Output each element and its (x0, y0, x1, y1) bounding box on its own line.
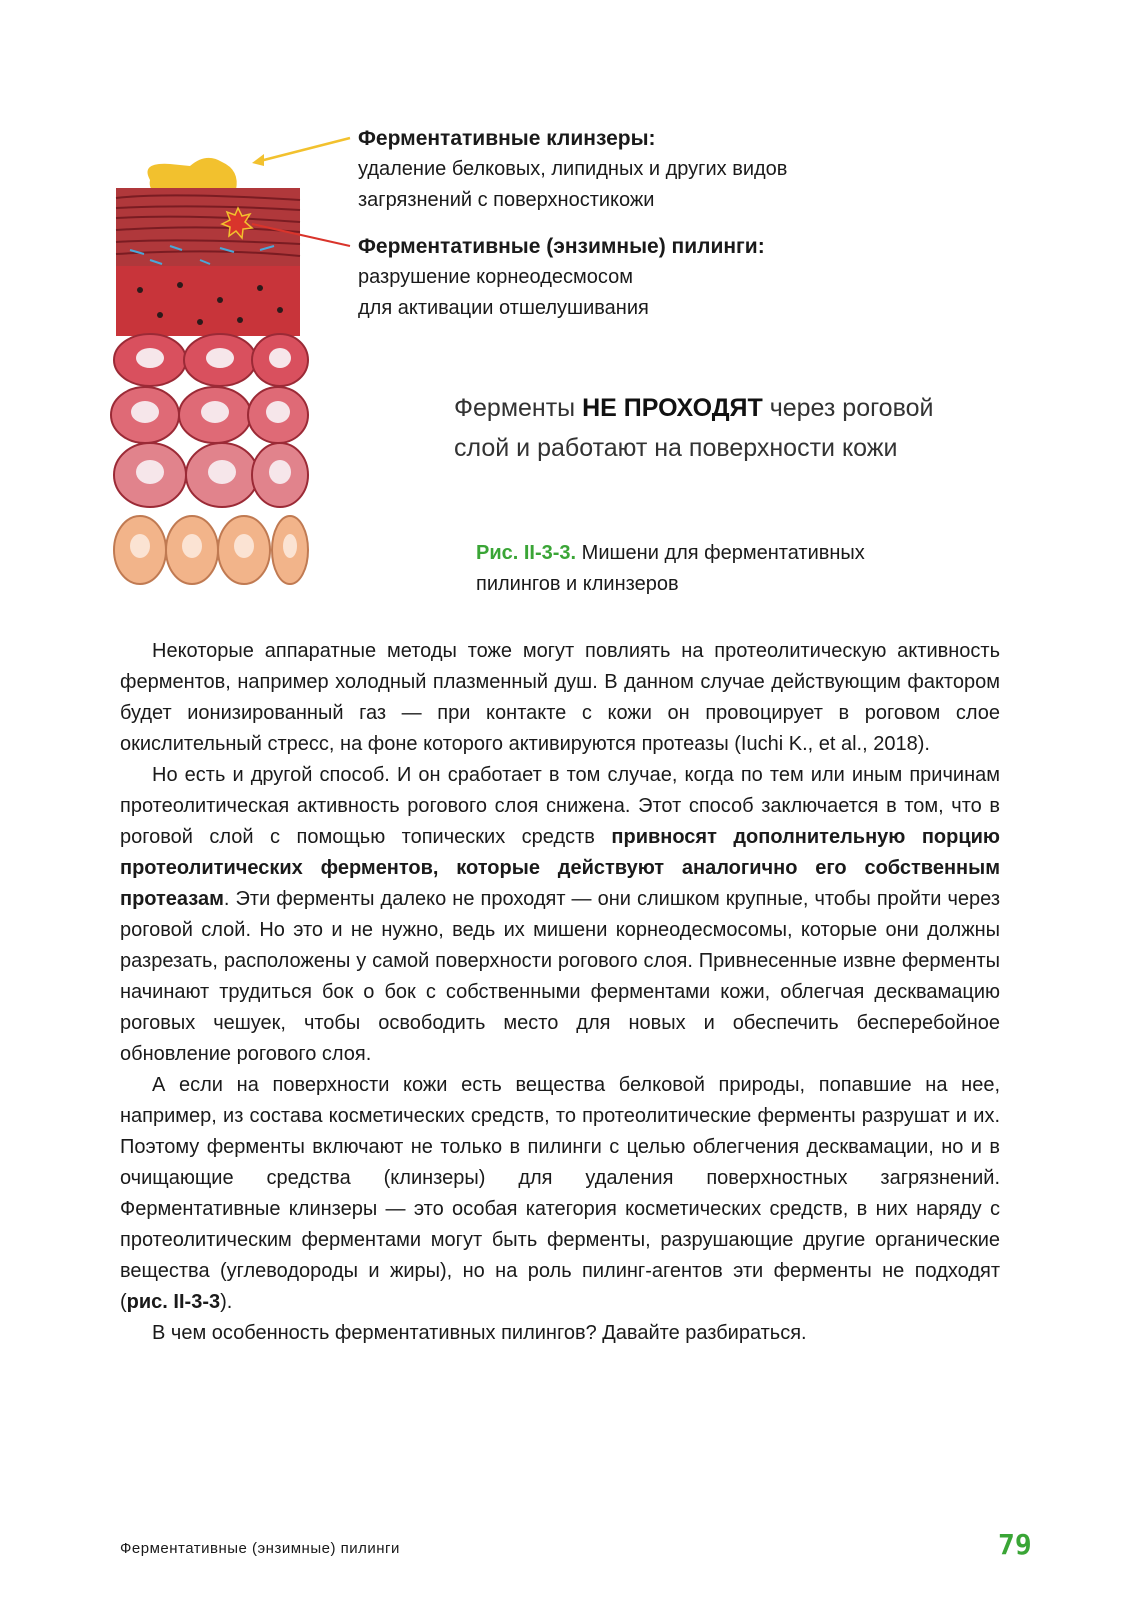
skin-layers-illustration (110, 150, 310, 600)
paragraph-3 (120, 1070, 1000, 1318)
paragraph-2-emphasis: привносят дополнительную порцию протеолитических ферментов, которые действуют аналогично его собственным протеазам (120, 826, 1001, 910)
cleanser-callout (358, 124, 918, 216)
paragraph-2 (120, 760, 1000, 1070)
granular-layer (116, 266, 300, 336)
cleanser-callout-line-1: удаление белковых, липидных и других видов (358, 158, 788, 180)
statement-emphasis: НЕ ПРОХОДЯТ (582, 394, 763, 422)
peeling-callout-line-2: для активации отшелушивания (358, 297, 649, 319)
paragraph-4: В чем особенность ферментативных пилингов? Давайте разбираться. (152, 1322, 807, 1344)
paragraph-2-text-a: Но есть и другой способ. И он сработает в том случае, когда по тем или иным причинам протеолитическая активность рогового слоя снижена. Этот способ заключается в том, что в роговой слой с помощью топических средств (120, 764, 1000, 848)
figure-caption (476, 538, 996, 600)
paragraph-3-text-a: А если на поверхности кожи есть вещества белковой природы, попавшие на нее, например, из состава косметических средств, то протеолитические ферменты разрушат и их. Поэтому ферменты включают не только в пилинги с целью облегчения десквамации, но и в очищающие средства (клинзеры) для удаления поверхностных загрязнений. Ферментативные клинзеры — это особая категория косметических средств, в них наряду с протеолитическим ферментами могут быть ферменты, разрушающие другие органические вещества (углеводороды и жиры), но на роль пилинг-агентов эти ферменты не подходят ( (120, 1074, 1000, 1313)
figure-reference: рис. II-3-3 (126, 1291, 221, 1313)
paragraph-3-text-b: ). (220, 1291, 233, 1313)
statement-line-2: слой и работают на поверхности кожи (454, 434, 898, 462)
running-title: Ферментативные (энзимные) пилинги (120, 1540, 400, 1557)
cleanser-callout-title: Ферментативные клинзеры: (358, 127, 656, 150)
peeling-callout-line-1: разрушение корнеодесмосом (358, 266, 633, 288)
peeling-callout-title: Ферментативные (энзимные) пилинги: (358, 235, 765, 258)
caption-text: Мишени для ферментативных (576, 542, 865, 564)
caption-line-2: пилингов и клинзеров (476, 573, 679, 595)
figure-label: Рис. II-3-3. (476, 542, 577, 564)
cleanser-callout-line-2: загрязнений с поверхностикожи (358, 189, 655, 211)
paragraph-1: Некоторые аппаратные методы тоже могут повлиять на протеолитическую активность ферментов, например холодный плазменный душ. В данном случае действующим фактором будет ионизированный газ — при контакте с кожи он провоцирует в роговом слое окислительный стресс, на фоне которого активируются протеазы (Iuchi K., et al., 2018). (120, 640, 1000, 755)
statement-part-a: Ферменты (454, 394, 583, 422)
key-statement (454, 388, 1014, 468)
body-text (120, 636, 1000, 1349)
page-number: 79 (998, 1528, 1032, 1561)
peeling-callout (358, 232, 918, 324)
statement-part-b: через роговой (762, 394, 934, 422)
paragraph-2-text-b: . Эти ферменты далеко не проходят — они слишком крупные, чтобы пройти через роговой слой. Но это и не нужно, ведь их мишени корнеодесмосомы, которые они должны разрезать, расположены у самой поверхности рогового слоя. Привнесенные извне ферменты начинают трудиться бок о бок с собственными ферментами кожи, облегчая десквамацию роговых чешуек, чтобы освободить место для новых и обеспечить бесперебойное обновление рогового слоя. (120, 888, 1000, 1065)
